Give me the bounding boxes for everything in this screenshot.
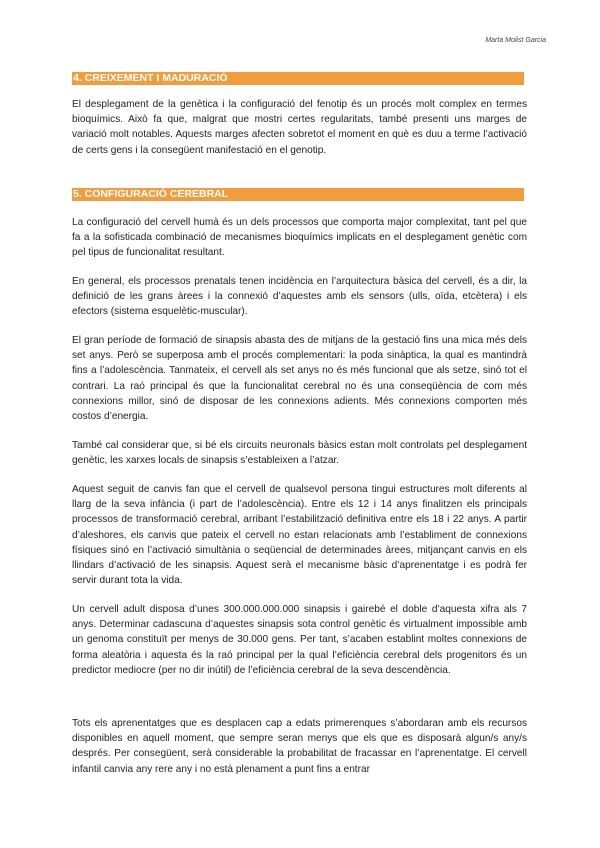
section-5-paragraph-4: També cal considerar que, si bé els circuits neuronals bàsics estan molt controlats pel desplegament genètic, les xarxes locals de sinapsis s’estableixen a l’atzar.: [72, 440, 527, 467]
section-5-paragraph-6: Un cervell adult disposa d’unes 300.000.000.000 sinapsis i gairebé el doble d’aquesta xifra als 7 anys. Determinar cadascuna d’aquestes sinapsis sota control genètic és virtualment impossible amb un genoma constituït per menys de 30.000 gens. Per tant, s’acaben establint moltes connexions de forma aleatòria i aquesta és la raó principal per la qual l’eficiència cerebral dels progenitors és un predictor mediocre (per no dir inútil) de l’eficiència cerebral de la seva descendència.: [72, 604, 527, 676]
section-5-paragraph-2: En general, els processos prenatals tenen incidència en l’arquitectura bàsica del cervell, és a dir, la definició de les grans àrees i la connexió d’aquestes amb els sensors (ulls, oïda, etcètera) i els efectors (sistema esquelètic-muscular).: [72, 276, 527, 318]
section-heading-5: 5. CONFIGURACIÓ CEREBRAL: [72, 188, 524, 201]
section-5-paragraph-5: Aquest seguit de canvis fan que el cervell de qualsevol persona tingui estructures molt diferents al llarg de la seva infància (i part de l’adolescència). Entre els 12 i 14 anys finalitzen els principals processos de transformació cerebral, arribant l’estabilització definitiva entre els 18 i 22 anys. A partir d’aleshores, els canvis que pateix el cervell no estan relacionats amb l’establiment de connexions físiques sinó en l’activació simultània o seqüencial de determinades àrees, mitjançant canvis en els llindars d’activació de les sinapsis. Aquest serà el mecanisme bàsic d’aprenentatge i es podrà fer servir durant tota la vida.: [72, 484, 527, 587]
section-5-paragraph-7: Tots els aprenentatges que es desplacen cap a edats primerenques s’abordaran amb els recursos disponibles en aquell moment, que sempre seran menys que els que es disposarà algun/s any/s després. Per consegüent, serà considerable la probabilitat de fracassar en l’aprenentatge. El cervell infantil canvia any rere any i no està plenament a punt fins a entrar: [72, 718, 527, 775]
section-5-paragraph-1: La configuració del cervell humà és un dels processos que comporta major complexitat, tant pel que fa a la sofisticada combinació de mecanismes bioquímics implicats en el desplegament genètic com pel tipus de funcionalitat resultant.: [72, 217, 527, 259]
section-heading-4: 4. CREIXEMENT I MADURACIÓ: [72, 72, 524, 85]
author-header: Marta Molist Garcia: [485, 37, 546, 44]
section-4-paragraph-1: El desplegament de la genètica i la configuració del fenotip és un procés molt complex en termes bioquímics. Això fa que, malgrat que mostri certes regularitats, també presenti uns marges de variació molt notables. Aquests marges afecten sobretot el moment en què es duu a terme l’activació de certs gens i la consegüent manifestació en el genotip.: [72, 99, 527, 156]
section-5-paragraph-3: El gran període de formació de sinapsis abasta des de mitjans de la gestació fins una mica més dels set anys. Però se superposa amb el procés complementari: la poda sinàptica, la qual es mantindrà fins a l’adolescència. Tanmateix, el cervell als set anys no és més funcional que als setze, sinó tot el contrari. La raó principal és que la funcionalitat cerebral no és una conseqüència de com més connexions millor, sinó de disposar de les connexions adients. Més connexions comporten més costos d’energia.: [72, 335, 527, 423]
